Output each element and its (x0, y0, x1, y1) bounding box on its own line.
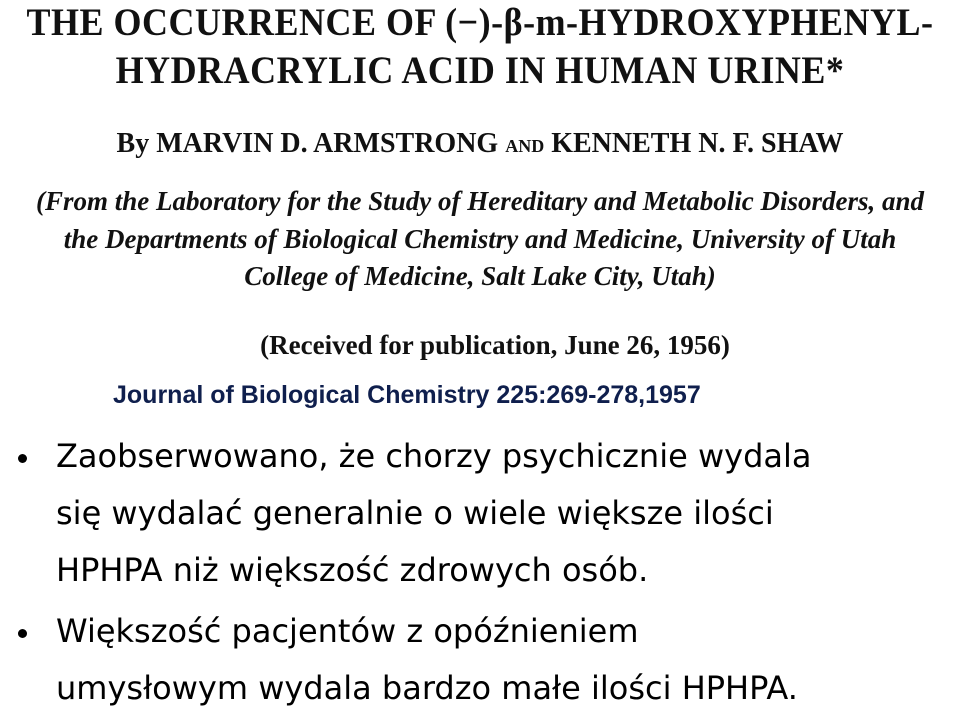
received-date: (Received for publication, June 26, 1956) (260, 330, 730, 360)
bullet-line: Zaobserwowano, że chorzy psychicznie wydala (56, 437, 812, 475)
bullet-line: Większość pacjentów z opóźnieniem (56, 612, 639, 650)
authors-second: KENNETH N. F. SHAW (551, 128, 844, 159)
bullet-dot-icon (18, 454, 27, 463)
bullet-item (0, 428, 960, 599)
bullet-line: HPHPA niż większość zdrowych osób. (56, 551, 649, 589)
bullet-item (0, 603, 960, 717)
article-title-line-2: HYDRACRYLIC ACID IN HUMAN URINE* (115, 48, 845, 92)
affiliation-line-3: College of Medicine, Salt Lake City, Utah) (244, 261, 716, 291)
article-authors (0, 130, 960, 158)
journal-citation: Journal of Biological Chemistry 225:269-278,1957 (113, 381, 701, 409)
authors-first: By MARVIN D. ARMSTRONG (116, 128, 499, 159)
bullet-dot-icon (18, 629, 27, 638)
affiliation-line-2: the Departments of Biological Chemistry and Medicine, University of Utah (63, 224, 897, 254)
bullet-line: umysłowym wydala bardzo małe ilości HPHPA. (56, 669, 798, 707)
authors-and: AND (505, 136, 545, 156)
bullet-line: się wydalać generalnie o wiele większe ilości (56, 494, 774, 532)
affiliation-line-1: (From the Laboratory for the Study of Hereditary and Metabolic Disorders, and (35, 186, 924, 216)
article-title-line-1: THE OCCURRENCE OF (−)-β-m-HYDROXYPHENYL- (26, 0, 934, 44)
bullet-list (0, 428, 960, 717)
